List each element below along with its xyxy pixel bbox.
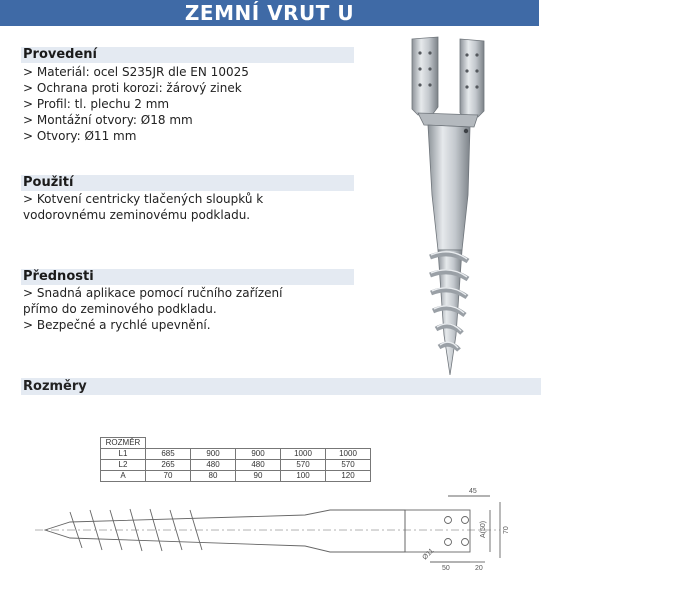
title-bar — [0, 0, 539, 26]
dim-label-a: A(50) — [480, 520, 487, 538]
table-cell: 570 — [281, 460, 326, 471]
table-cell: 90 — [236, 471, 281, 482]
spec-line: > Otvory: Ø11 mm — [23, 129, 137, 143]
advantage-line: > Snadná aplikace pomocí ručního zařízení — [23, 286, 283, 300]
row-label: A — [101, 471, 146, 482]
section-body-provedeni — [23, 64, 249, 144]
section-heading-pouziti: Použití — [21, 175, 354, 191]
table-cell: 80 — [191, 471, 236, 482]
row-label: L2 — [101, 460, 146, 471]
section-heading-rozmery: Rozměry — [21, 378, 541, 395]
advantage-line: > Bezpečné a rychlé upevnění. — [23, 318, 211, 332]
spec-line: > Montážní otvory: Ø18 mm — [23, 113, 193, 127]
spec-line: > Profil: tl. plechu 2 mm — [23, 97, 170, 111]
spec-line: > Ochrana proti korozi: žárový zinek — [23, 81, 242, 95]
advantage-line: přímo do zeminového podkladu. — [23, 302, 217, 316]
table-cell: 70 — [146, 471, 191, 482]
ground-screw-illustration — [400, 35, 510, 380]
table-cell: 265 — [146, 460, 191, 471]
dim-label-hole: Ø11 — [421, 547, 436, 562]
usage-line: vodorovnému zeminovému podkladu. — [23, 208, 251, 222]
table-cell: 900 — [236, 449, 281, 460]
section-heading-prednosti: Přednosti — [21, 269, 354, 285]
row-label: L1 — [101, 449, 146, 460]
dim-label-bottom-right: 20 — [475, 565, 483, 572]
spec-line: > Materiál: ocel S235JR dle EN 10025 — [23, 65, 249, 79]
table-cell: 1000 — [281, 449, 326, 460]
technical-drawing — [30, 430, 530, 595]
page-title: ZEMNÍ VRUT U — [184, 1, 355, 25]
table-cell: 100 — [281, 471, 326, 482]
table-cell: 570 — [326, 460, 371, 471]
dim-label-outer: 70 — [503, 526, 510, 534]
table-cell: 480 — [191, 460, 236, 471]
usage-line: > Kotvení centricky tlačených sloupků k — [23, 192, 264, 206]
table-cell: 1000 — [326, 449, 371, 460]
table-header-cell: ROZMĚR — [101, 438, 146, 449]
section-body-prednosti — [23, 285, 282, 333]
dim-label-top: 45 — [469, 488, 477, 495]
table-cell: 120 — [326, 471, 371, 482]
dim-label-bottom-left: 50 — [442, 565, 450, 572]
table-cell: 900 — [191, 449, 236, 460]
table-cell: 685 — [146, 449, 191, 460]
section-body-pouziti — [23, 191, 263, 223]
table-cell: 480 — [236, 460, 281, 471]
section-heading-provedeni: Provedení — [21, 47, 354, 63]
